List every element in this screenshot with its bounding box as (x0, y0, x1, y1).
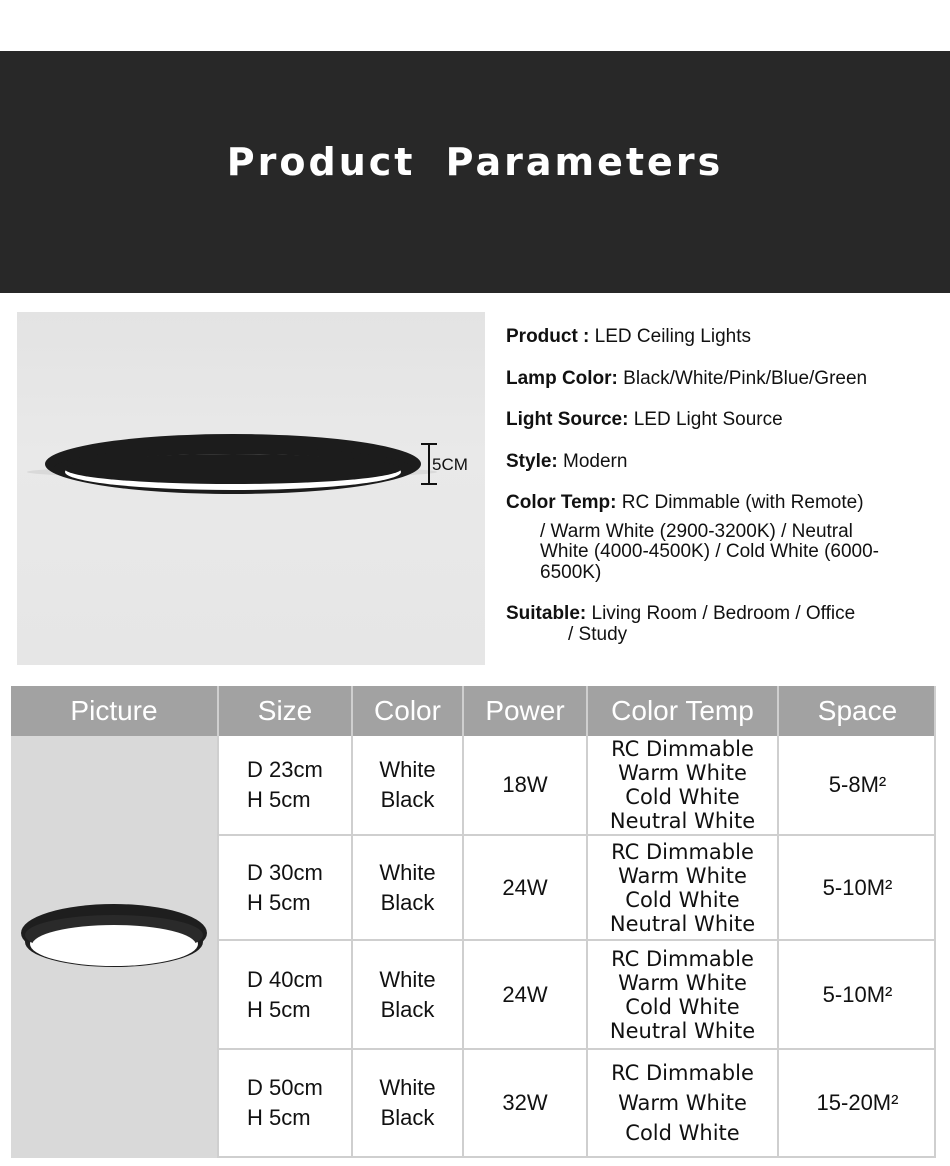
spec-key: Suitable: (506, 603, 592, 624)
page-title: Product Parameters (226, 140, 724, 184)
color-option: White (379, 1075, 436, 1100)
spec-value: RC Dimmable (with Remote) (621, 492, 864, 513)
color-cell (353, 1050, 462, 1156)
color-option: White (379, 757, 436, 782)
power-cell: 18W (464, 736, 586, 834)
spec-suitable-cont: / Study (568, 624, 628, 645)
spec-value: Black/White/Pink/Blue/Green (623, 368, 868, 389)
color-option: Black (380, 889, 435, 915)
header-picture: Picture (11, 686, 217, 736)
spec-key: Color Temp: (506, 492, 622, 513)
header-color-temp: Color Temp (588, 686, 777, 736)
spec-color-temp (506, 492, 864, 513)
column-divider (217, 686, 219, 1158)
picture-cell (11, 736, 217, 1158)
spec-key: Product : (506, 326, 595, 347)
spec-product (506, 326, 751, 347)
spec-color-temp-cont-2: White (4000-4500K) / Cold White (6000- (540, 541, 879, 562)
color-temp-cell (588, 941, 777, 1048)
spec-key: Light Source: (506, 409, 634, 430)
color-option: Black (380, 787, 435, 812)
spec-key: Style: (506, 451, 564, 472)
power-cell: 24W (464, 941, 586, 1048)
row-divider (217, 939, 936, 941)
size-diameter: D 23cm (247, 757, 323, 782)
color-option: White (379, 859, 436, 885)
temp-option: Neutral White (609, 911, 756, 936)
header-size: Size (219, 686, 351, 736)
color-option: White (379, 966, 436, 992)
color-option: Black (380, 996, 435, 1022)
color-cell (353, 836, 462, 939)
temp-option: RC Dimmable (611, 946, 754, 971)
temp-option: RC Dimmable (611, 839, 754, 864)
space-cell: 5-10M² (779, 941, 936, 1048)
header-power: Power (464, 686, 586, 736)
column-divider (351, 686, 353, 1158)
temp-option: Warm White (618, 970, 747, 995)
temp-option: Cold White (625, 785, 740, 809)
column-divider (462, 686, 464, 1158)
temp-option: Cold White (625, 887, 740, 912)
product-photo (17, 312, 485, 665)
color-temp-cell (588, 736, 777, 834)
color-temp-cell (588, 836, 777, 939)
row-divider (217, 1156, 936, 1158)
power-cell: 24W (464, 836, 586, 939)
spec-style (506, 451, 627, 472)
color-cell (353, 736, 462, 834)
space-cell: 5-8M² (779, 736, 936, 834)
size-height: H 5cm (247, 996, 311, 1022)
spec-color-temp-cont-3: 6500K) (540, 562, 602, 583)
ceiling-lamp-thumbnail (11, 736, 217, 1158)
size-diameter: D 30cm (247, 859, 323, 885)
spec-suitable (506, 603, 855, 624)
spec-value: LED Light Source (633, 409, 783, 430)
row-divider (217, 1048, 936, 1050)
temp-option: RC Dimmable (611, 1061, 754, 1085)
temp-option: Warm White (618, 863, 747, 888)
column-divider (586, 686, 588, 1158)
temp-option: Warm White (618, 1091, 747, 1115)
space-cell: 15-20M² (779, 1050, 936, 1156)
spec-value: LED Ceiling Lights (594, 326, 751, 347)
header-color: Color (353, 686, 462, 736)
color-cell (353, 941, 462, 1048)
size-cell (219, 1050, 351, 1156)
temp-option: Neutral White (609, 809, 756, 833)
spec-value: Modern (563, 451, 628, 472)
spec-light-source (506, 409, 783, 430)
spec-value: Living Room / Bedroom / Office (591, 603, 856, 624)
spec-key: Lamp Color: (506, 368, 624, 389)
temp-option: Warm White (618, 761, 747, 785)
size-cell (219, 736, 351, 834)
size-diameter: D 40cm (247, 966, 323, 992)
power-cell: 32W (464, 1050, 586, 1156)
spec-lamp-color (506, 368, 867, 389)
color-temp-cell (588, 1050, 777, 1156)
temp-option: Cold White (625, 994, 740, 1019)
row-divider (217, 834, 936, 836)
space-cell: 5-10M² (779, 836, 936, 939)
ceiling-lamp-illustration (17, 312, 485, 665)
size-height: H 5cm (247, 1105, 311, 1130)
size-height: H 5cm (247, 889, 311, 915)
parameters-table (11, 686, 936, 1158)
size-diameter: D 50cm (247, 1075, 323, 1100)
column-divider (777, 686, 779, 1158)
size-cell (219, 941, 351, 1048)
temp-option: Neutral White (609, 1018, 756, 1043)
spec-color-temp-cont-1: / Warm White (2900-3200K) / Neutral (540, 521, 853, 542)
height-dimension-label: 5CM (432, 455, 468, 474)
temp-option: Cold White (625, 1121, 740, 1145)
temp-option: RC Dimmable (611, 737, 754, 761)
column-divider (934, 686, 936, 1158)
size-cell (219, 836, 351, 939)
color-option: Black (380, 1105, 435, 1130)
size-height: H 5cm (247, 787, 311, 812)
header-space: Space (779, 686, 936, 736)
